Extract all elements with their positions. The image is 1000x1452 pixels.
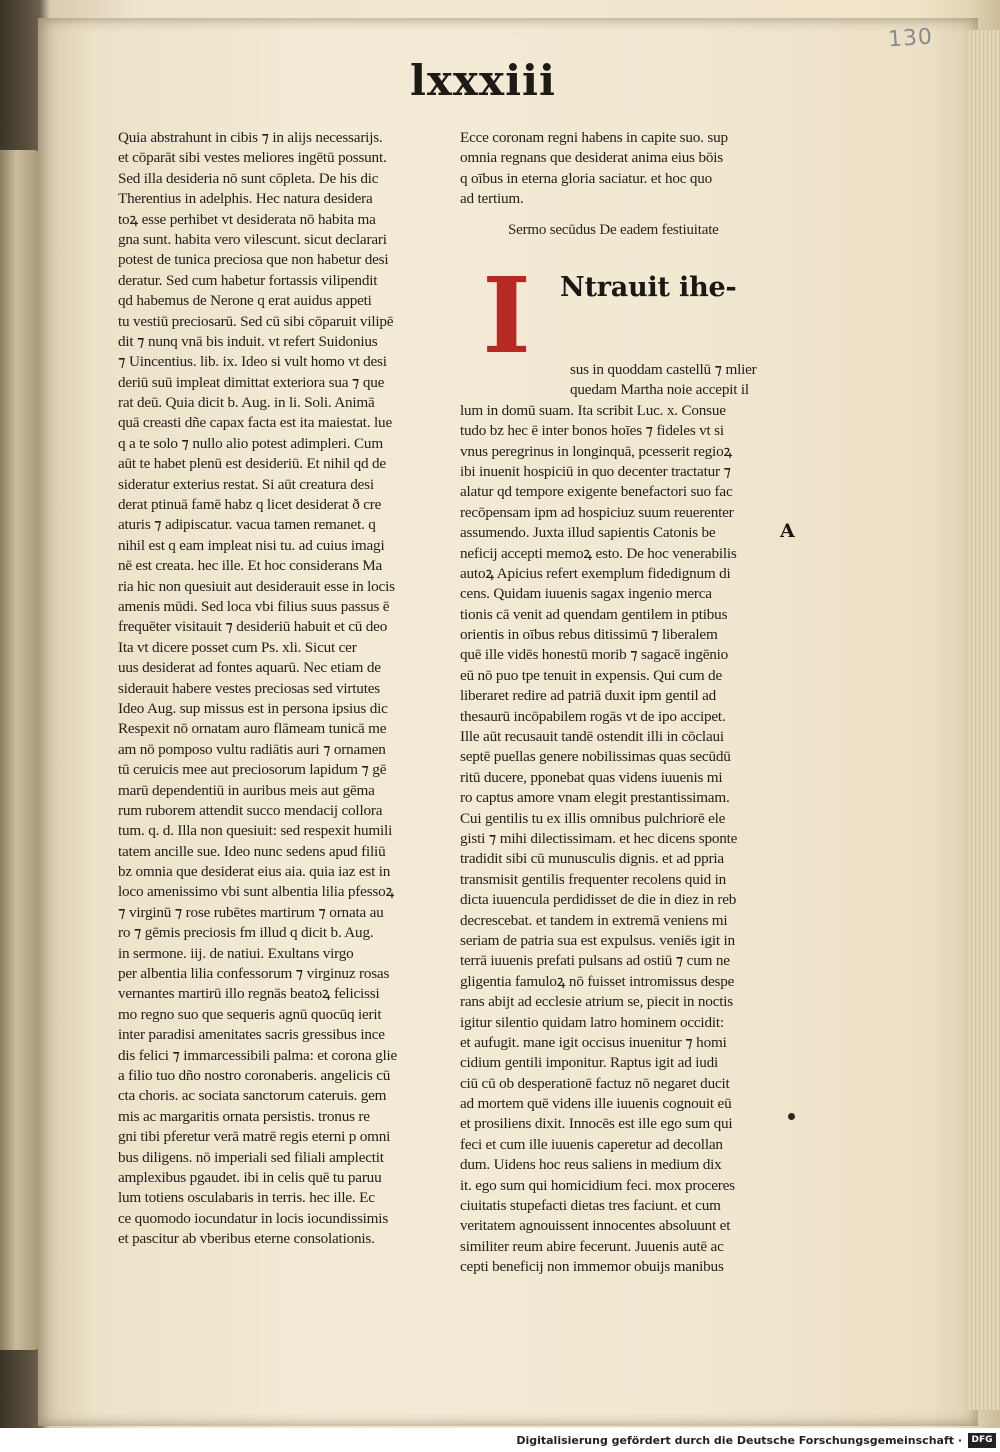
text-line: terrā iuuenis prefati pulsans ad ostiū ⁊ cum ne — [460, 952, 730, 970]
text-line: et cōparāt sibi vestes meliores ingētū possunt. — [118, 149, 387, 167]
text-line: tatem ancille sue. Ideo nunc sedens apud filiū — [118, 842, 386, 860]
text-line: ad mortem quē videns ille iuuenis cognouit eū — [460, 1095, 732, 1113]
text-line: deriū suū impleat dimittat exteriora sua ⁊ que — [118, 373, 385, 391]
text-line: q a te solo ⁊ nullo alio potest adimpleri. Cum — [118, 434, 383, 452]
text-line: dicta iuuencula perdidisset de die in diez in reb — [460, 891, 737, 909]
text-line: tudo bz hec ē inter bonos hoīes ⁊ fideles vt si — [460, 422, 724, 440]
text-line: neficij accepti memoꝝ esto. De hoc venerabilis — [460, 544, 737, 562]
marginal-dot — [788, 1113, 795, 1120]
text-line: per albentia lilia confessorum ⁊ virginuz rosas — [118, 965, 390, 983]
text-line: it. ego sum qui homicidium feci. mox proceres — [460, 1176, 735, 1194]
text-line: aūt te habet plenū est desideriū. Et nihil qd de — [118, 455, 386, 473]
text-line: lum totiens osculabaris in terris. hec ille. Ec — [118, 1189, 375, 1207]
text-line: inter paradisi amenitates sacris gressibus ince — [118, 1026, 385, 1044]
footer-bar — [0, 1428, 1000, 1452]
text-line: quē ille vidēs honestū morib ⁊ sagacē ingēnio — [460, 646, 729, 664]
text-line: vnus peregrinus in longinquā, pcesserit regioꝝ — [460, 442, 733, 460]
text-line: deratur. Sed cum habetur fortassis vilipendit — [118, 271, 378, 289]
text-line: assumendo. Juxta illud sapientis Catonis be — [460, 524, 716, 542]
text-line: frequēter visitauit ⁊ desideriū habuit et cū deo — [118, 618, 388, 636]
text-line: cidium gentili imponitur. Raptus igit ad iudi — [460, 1054, 719, 1072]
text-line: uus desiderat ad fontes aquarū. Nec etiam de — [118, 659, 381, 677]
text-line: toꝝ esse perhibet vt desiderata nō habita ma — [118, 210, 376, 228]
incipit-text: Ntrauit ihe- — [560, 272, 737, 303]
text-line: vernantes martirū illo regnās beatoꝝ felicissi — [118, 985, 380, 1003]
text-line: bus diligens. nō imperiali sed filiali amplectit — [118, 1148, 384, 1166]
text-line: a filio tuo dño nostro coronaberis. angelicis cū — [118, 1066, 391, 1084]
text-line: mis ac margaritis ornata persistis. tronus re — [118, 1107, 370, 1125]
text-line: veritatem agnouissent innocentes absoluunt et — [460, 1217, 731, 1235]
left-text-column — [118, 128, 438, 1249]
text-line: septē puellas genere nobilissimas quas secūdū — [460, 748, 731, 766]
text-line: gisti ⁊ mihi dilectissimam. et hec dicens sponte — [460, 829, 738, 847]
text-line: quā creasti dñe capax facta est ita maiestat. lue — [118, 414, 392, 432]
text-line: lum in domū suam. Ita scribit Luc. x. Consue — [460, 401, 726, 419]
text-line: gligentia famuloꝝ nō fuisset intromissus despe — [460, 972, 735, 990]
text-line: qd habemus de Nerone q erat auidus appeti — [118, 292, 372, 310]
text-line: Ille aūt recusauit tandē ostendit illi in cōclaui — [460, 728, 724, 746]
text-line: rans abijt ad ecclesie atrium se, piecit in noctis — [460, 993, 733, 1011]
text-line: feci et cum ille iuuenis caperetur ad decollan — [460, 1135, 723, 1153]
text-line: ria hic non quesiuit aut desiderauit esse in locis — [118, 577, 395, 595]
text-line: omnia regnans que desiderat anima eius bōis — [460, 149, 724, 167]
text-line: recōpensam ipm ad hospiciuz suum reuerenter — [460, 503, 734, 521]
text-line: siderauit habere vestes preciosas sed virtutes — [118, 679, 380, 697]
text-line: sus in quoddam castellū ⁊ mlier — [570, 361, 757, 378]
text-line: seriam de patria sua est expulsus. veniēs igit in — [460, 931, 735, 949]
page-edges — [968, 30, 1000, 1410]
text-line: et prosiliens dixit. Innocēs est ille ego sum qui — [460, 1115, 733, 1133]
text-line: nē est creata. hec ille. Et hoc considerans Ma — [118, 557, 383, 575]
text-line: Respexit nō ornatam auro flāmeam tunicā me — [118, 720, 387, 738]
text-line: am nō pomposo vultu radiātis auri ⁊ ornamen — [118, 740, 386, 758]
text-line: thesaurū incōpabilem rogās vt de ipo accipet. — [460, 707, 726, 725]
text-line: marū dependentiū in auribus meis aut gēma — [118, 781, 375, 799]
text-line: Therentius in adelphis. Hec natura desidera — [118, 190, 373, 208]
text-line: dis felici ⁊ immarcessibili palma: et corona glie — [118, 1046, 398, 1064]
text-line: alatur qd tempore exigente benefactori suo fac — [460, 483, 733, 501]
text-line: tu vestiū preciosarū. Sed cū sibi cōparuit vilipē — [118, 312, 394, 330]
right-top-lines — [460, 128, 780, 210]
text-line: aturis ⁊ adipiscatur. vacua tamen remanet. q — [118, 516, 376, 534]
marginal-letter: A — [780, 520, 795, 542]
previous-page-fragment — [0, 160, 36, 1260]
rubricated-initial: I — [482, 254, 531, 377]
text-line: in sermone. iij. de natiui. Exultans virgo — [118, 944, 354, 962]
text-line: et aufugit. mane igit occisus inuenitur ⁊ homi — [460, 1033, 727, 1051]
text-line: ad tertium. — [460, 190, 524, 208]
text-line: ro ⁊ gēmis preciosis fm illud q dicit b. Aug. — [118, 924, 374, 942]
text-line: ro captus amore vnam elegit prestantissimam. — [460, 789, 730, 807]
text-line: quedam Martha noie accepit il — [570, 381, 749, 399]
sermon-heading: Sermo secūdus De eadem festiuitate — [508, 222, 719, 238]
text-line: decrescebat. et tandem in extremā veniens mi — [460, 911, 728, 929]
text-line: autoꝝ Apicius refert exemplum fidedignum di — [460, 564, 731, 582]
pencil-folio-number: 130 — [887, 24, 934, 53]
text-line: cepti beneficij non immemor obuijs manibus — [460, 1258, 724, 1276]
text-line: ciū cū ob desperationē factuz nō negaret ducit — [460, 1074, 730, 1092]
text-line: eū nō puo tpe tenuit in expensis. Qui cum de — [460, 666, 722, 684]
text-line: rum ruborem attendit succo mendacij collora — [118, 801, 383, 819]
text-line: potest de tunica preciosa que non habetur desi — [118, 251, 389, 269]
right-body-lines — [460, 360, 757, 1278]
text-line: gni tibi pferetur verā matrē regis eterni p omni — [118, 1128, 391, 1146]
text-line: tum. q. d. Illa non quesiuit: sed respexit humili — [118, 822, 393, 840]
text-line: ritū ducere, pponebat quas videns iuuenis mi — [460, 768, 723, 786]
text-line: dit ⁊ nunq vnā bis induit. vt refert Suidonius — [118, 332, 378, 350]
text-line: mo regno suo que sequeris agnū quocūq ierit — [118, 1005, 382, 1023]
text-line: amenis mūdi. Sed loca vbi filius suus passus ē — [118, 597, 390, 615]
text-line: Ideo Aug. sup missus est in persona ipsius dic — [118, 699, 388, 717]
text-line: cens. Quidam iuuenis sagax ingenio merca — [460, 585, 712, 603]
text-line: igitur silentio quidam latro hominem occidit: — [460, 1013, 724, 1031]
text-line: ⁊ virginū ⁊ rose rubētes martirum ⁊ ornata au — [118, 903, 384, 921]
footer-credit: Digitalisierung gefördert durch die Deutsche Forschungsgemeinschaft · — [516, 1434, 962, 1447]
text-line: amplexibus pgaudet. ibi in celis quē tu paruu — [118, 1168, 382, 1186]
text-line: et pascitur ab vberibus eterne consolationis. — [118, 1230, 375, 1248]
text-line: Cui gentilis tu ex illis omnibus pulchriorē ele — [460, 809, 726, 827]
right-text-column — [460, 128, 780, 1276]
text-line: ⁊ Uincentius. lib. ix. Ideo si vult homo vt desi — [118, 353, 387, 371]
text-line: Ecce coronam regni habens in capite suo. sup — [460, 129, 728, 146]
text-line: ce quomodo iocundatur in locis iocundissimis — [118, 1209, 389, 1227]
text-line: tionis cā venit ad quendam gentilem in ptibus — [460, 605, 728, 623]
text-line: similiter reum abire fecerunt. Juuenis autē ac — [460, 1237, 724, 1255]
text-line: Ita vt dicere posset cum Ps. xli. Sicut cer — [118, 638, 357, 656]
text-line: cta choris. ac sociata sanctorum cateruis. gem — [118, 1087, 387, 1105]
text-line: q oībus in eterna gloria saciatur. et hoc quo — [460, 169, 713, 187]
text-line: dum. Uidens hoc reus saliens in medium dix — [460, 1156, 722, 1174]
text-line: nihil est q eam impleat nisi tu. ad cuius imagi — [118, 536, 385, 554]
text-line: Sed illa desideria nō sunt cōpleta. De his dic — [118, 169, 379, 187]
text-line: bz omnia que desiderat eius aia. quia iaz est in — [118, 863, 391, 881]
text-line: gna sunt. habita vero vilescunt. sicut declarari — [118, 230, 387, 248]
text-line: ibi inuenit hospiciū in quo decenter tractatur ⁊ — [460, 462, 731, 480]
text-line: liberaret redire ad patriā duxit ipm gentil ad — [460, 687, 717, 705]
folio-number: lxxxiii — [410, 56, 556, 105]
text-line: transmisit gentilis frequenter recolens quid in — [460, 870, 727, 888]
text-line: loco amenissimo vbi sunt albentia lilia pfessoꝝ — [118, 883, 395, 901]
dfg-logo: DFG — [968, 1433, 996, 1448]
text-line: Quia abstrahunt in cibis ⁊ in alijs necessarijs. — [118, 129, 383, 146]
text-line: derat ptinuā famē habz q licet desiderat ð cre — [118, 496, 382, 514]
text-line: rat deū. Quia dicit b. Aug. in li. Soli. Animā — [118, 394, 375, 412]
text-line: ciuitatis stupefacti dietas tres faciunt. et cum — [460, 1197, 721, 1215]
text-line: orientis in oībus rebus ditissimū ⁊ liberalem — [460, 626, 718, 644]
text-line: tū ceruicis mee aut preciosorum lapidum ⁊ gē — [118, 761, 387, 779]
text-line: tradidit sibi cū munusculis dignis. et ad ppria — [460, 850, 724, 868]
text-line: sideratur exterius restat. Si aūt creatura desi — [118, 475, 374, 493]
